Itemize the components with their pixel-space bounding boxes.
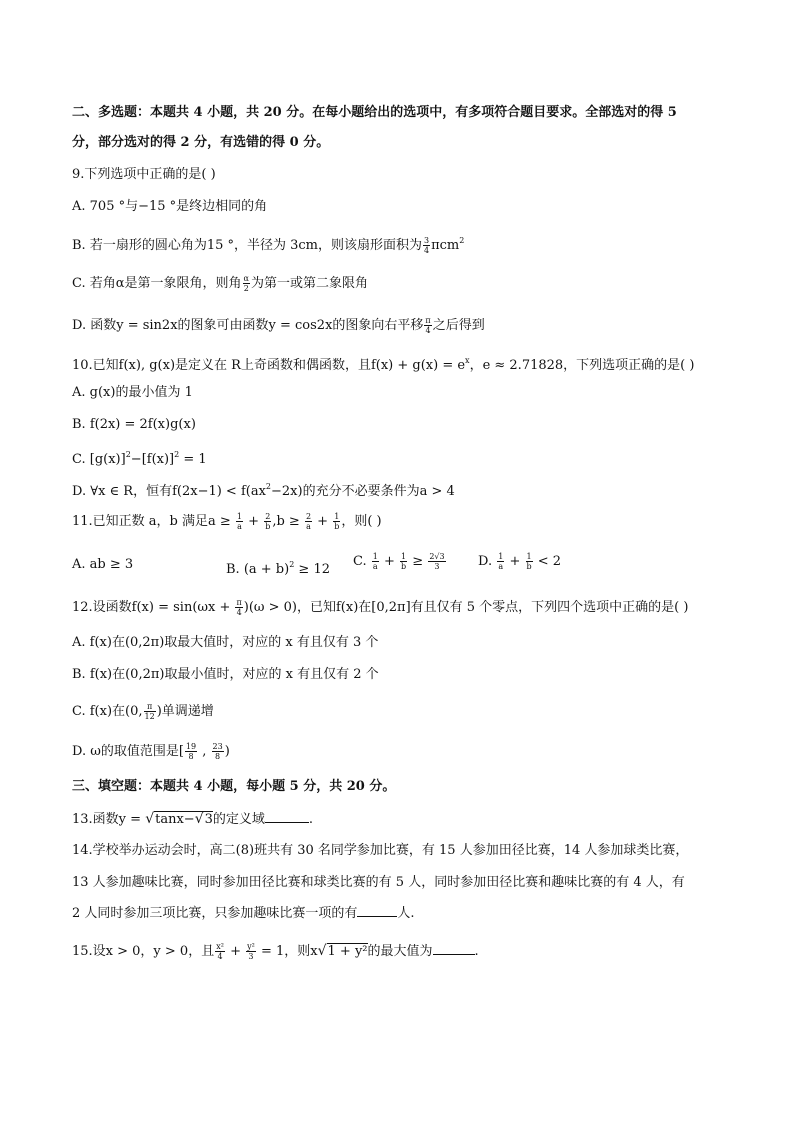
fraction: $\frac{1}{b}$	[401, 552, 407, 571]
question-9-option-c: C. 若角α是第一象限角，则角 $\frac{\alpha}{2}$ 为第一或第二象限角	[72, 274, 368, 293]
fraction: $\frac{\pi}{4}$	[425, 316, 431, 335]
question-14-line-2: 13 人参加趣味比赛，同时参加田径比赛和球类比赛的有 5 人，同时参加田径比赛和趣味比赛的有 4 人，有	[72, 875, 685, 890]
fraction: $\frac{\alpha}{2}$	[243, 274, 249, 293]
fraction: $\frac{1}{b}$	[334, 512, 340, 531]
fraction: $\frac{2}{b}$	[265, 512, 271, 531]
section-2-header-line-2: 分，部分选对的得 2 分，有选错的得 0 分。	[72, 135, 330, 150]
question-10-stem: 10.已知f(x), g(x)是定义在 R上奇函数和偶函数，且$f(x) + g(x) = e^x$，e ≈ 2.71828，下列选项正确的是( )	[72, 356, 695, 373]
question-12-option-d: D. ω的取值范围是[ $\frac{19}{8}$ , $\frac{23}{8}$ )	[72, 742, 230, 761]
fraction: $\frac{\pi}{12}$	[144, 702, 155, 721]
question-14-line-3: 2 人同时参加三项比赛，只参加趣味比赛一项的有 人.	[72, 906, 415, 921]
radicand: tanx−√3	[155, 811, 213, 827]
question-13: 13.函数y = √tanx−√3的定义域 .	[72, 811, 314, 827]
question-11-option-b: B. $(a + b)^2 \ge 12$	[226, 560, 330, 577]
fraction: $\frac{\pi}{4}$	[236, 598, 242, 617]
question-9-stem: 9.下列选项中正确的是( )	[72, 167, 216, 182]
question-10-option-c: C. $[g(x)]^2-[f(x)]^2 = 1$	[72, 450, 207, 467]
fraction: $\frac{1}{a}$	[372, 552, 378, 571]
fraction: $\frac{1}{b}$	[526, 552, 532, 571]
answer-blank	[433, 942, 475, 955]
fraction: $\frac{1}{a}$	[498, 552, 504, 571]
fraction: $\frac{\text{y²}}{3}$	[247, 942, 255, 961]
answer-blank	[357, 904, 397, 917]
question-11-option-d: D. $\frac{1}{a}$ + $\frac{1}{b}$ < 2	[478, 552, 562, 571]
question-10-option-a: A. g(x)的最小值为 1	[72, 385, 193, 400]
question-12-option-a: A. f(x)在(0,2π)取最大值时，对应的 x 有且仅有 3 个	[72, 635, 379, 650]
fraction: $\frac{2}{a}$	[305, 512, 312, 531]
answer-blank	[265, 810, 309, 823]
question-11-option-c: C. $\frac{1}{a}$ + $\frac{1}{b}$ ≥ $\frac{2√3}{3}$	[353, 552, 445, 571]
question-11-option-a: A. ab ≥ 3	[72, 557, 134, 572]
fraction: $\frac{3}{4}$	[424, 236, 430, 255]
fraction: $\frac{19}{8}$	[185, 742, 197, 761]
section-2-header-line-1: 二、多选题：本题共 4 小题，共 20 分。在每小题给出的选项中，有多项符合题目要求。全部选对的得 5	[72, 105, 677, 120]
radicand: 1 + y²	[327, 944, 368, 959]
fraction: $\frac{\text{x²}}{4}$	[216, 942, 224, 961]
question-12-stem: 12.设函数f(x) = sin(ωx + $\frac{\pi}{4}$ )(ω > 0)，已知f(x)在[0,2π]有且仅有 5 个零点，下列四个选项中正确的是( )	[72, 598, 689, 617]
question-9-option-b: B. 若一扇形的圆心角为15 °，半径为 3cm，则该扇形面积为 $\frac{3}{4}$ πcm$^2$	[72, 236, 465, 255]
question-14-line-1: 14.学校举办运动会时，高二(8)班共有 30 名同学参加比赛，有 15 人参加田径比赛，14 人参加球类比赛，	[72, 843, 689, 858]
question-9-option-d: D. 函数y = sin2x的图象可由函数y = cos2x的图象向右平移 $\frac{\pi}{4}$ 之后得到	[72, 316, 485, 335]
fraction: $\frac{2√3}{3}$	[429, 552, 445, 571]
question-10-option-d: D. ∀x ∈ R，恒有$f(2x-1) < f(ax^2-2x)$的充分不必要条件为a > 4	[72, 482, 455, 499]
fraction: $\frac{23}{8}$	[212, 742, 223, 761]
question-12-option-b: B. f(x)在(0,2π)取最小值时，对应的 x 有且仅有 2 个	[72, 667, 379, 682]
fraction: $\frac{1}{a}$	[236, 512, 243, 531]
question-10-option-b: B. f(2x) = 2f(x)g(x)	[72, 417, 196, 432]
question-11-stem: 11.已知正数 a，b 满足a ≥ $\frac{1}{a}$ + $\frac{2}{b}$ ,b ≥ $\frac{2}{a}$ + $\frac{1}{b}$ ，则( )	[72, 512, 382, 531]
section-3-header: 三、填空题：本题共 4 小题，每小题 5 分，共 20 分。	[72, 779, 396, 794]
question-15: 15.设x > 0，y > 0，且 $\frac{\text{x²}}{4}$ + $\frac{\text{y²}}{3}$ = 1，则x√1 + y²的最大值为 .	[72, 942, 479, 961]
question-9-option-a: A. 705 °与−15 °是终边相同的角	[72, 199, 268, 214]
question-12-option-c: C. f(x)在(0, $\frac{\pi}{12}$ )单调递增	[72, 702, 214, 721]
